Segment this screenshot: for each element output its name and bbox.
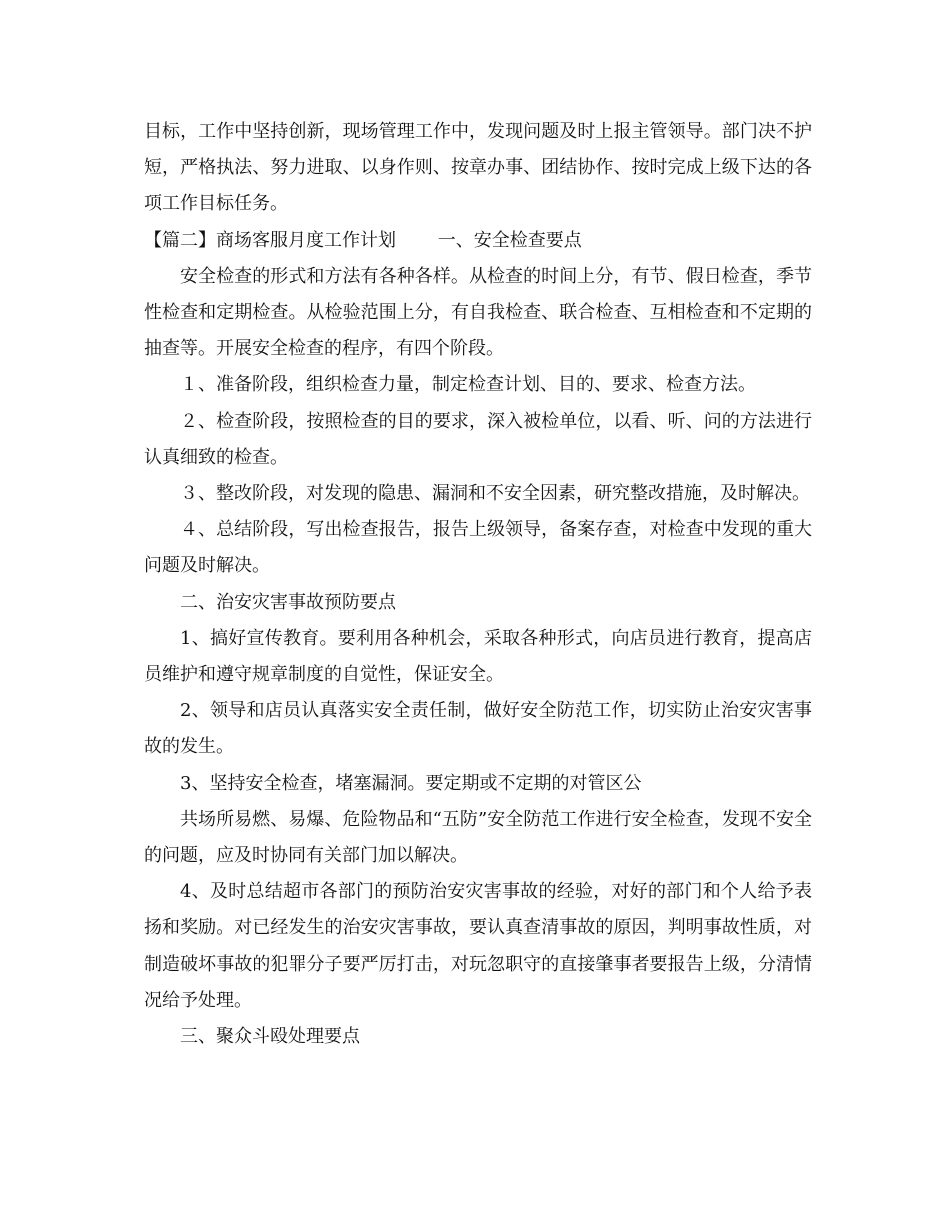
- document-body: [144, 114, 812, 1055]
- paragraph-9: 1、搞好宣传教育。要利用各种机会，采取各种形式，向店员进行教育，提高店员维护和遵守规章制度的自觉性，保证安全。: [144, 627, 812, 686]
- paragraph-7: ４、总结阶段，写出检查报告，报告上级领导，备案存查，对检查中发现的重大问题及时解决。: [144, 519, 812, 577]
- paragraph-5: ２、检查阶段，按照检查的目的要求，深入被检单位，以看、听、问的方法进行认真细致的检查。: [144, 410, 812, 468]
- paragraph-1: 目标，工作中坚持创新，现场管理工作中，发现问题及时上报主管领导。部门决不护短，严格执法、努力进取、以身作则、按章办事、团结协作、按时完成上级下达的各项工作目标任务。: [144, 121, 812, 215]
- paragraph-8: 二、治安灾害事故预防要点: [180, 591, 396, 613]
- paragraph-3: 安全检查的形式和方法有各种各样。从检查的时间上分，有节、假日检查，季节性检查和定期检查。从检验范围上分，有自我检查、联合检查、互相检查和不定期的抽查等。开展安全检查的程序，有四个阶段。: [144, 265, 812, 360]
- paragraph-13: 4、及时总结超市各部门的预防治安灾害事故的经验，对好的部门和个人给予表扬和奖励。对已经发生的治安灾害事故，要认真查清事故的原因，判明事故性质，对制造破坏事故的犯罪分子要严厉打击，对玩忽职守的直接肇事者要报告上级，分清情况给予处理。: [144, 881, 812, 1011]
- paragraph-12: 共场所易燃、易爆、危险物品和“五防”安全防范工作进行安全检查，发现不安全的问题，应及时协同有关部门加以解决。: [144, 808, 812, 867]
- paragraph-10: 2、领导和店员认真落实安全责任制，做好安全防范工作，切实防止治安灾害事故的发生。: [144, 700, 812, 758]
- paragraph-11: 3、坚持安全检查，堵塞漏洞。要定期或不定期的对管区公: [180, 772, 642, 794]
- section-heading: 【篇二】商场客服月度工作计划 一、安全检查要点: [144, 229, 582, 251]
- paragraph-6: ３、整改阶段，对发现的隐患、漏洞和不安全因素，研究整改措施，及时解决。: [180, 483, 810, 505]
- paragraph-14: 三、聚众斗殴处理要点: [180, 1026, 360, 1048]
- paragraph-4: １、准备阶段，组织检查力量，制定检查计划、目的、要求、检查方法。: [180, 374, 756, 396]
